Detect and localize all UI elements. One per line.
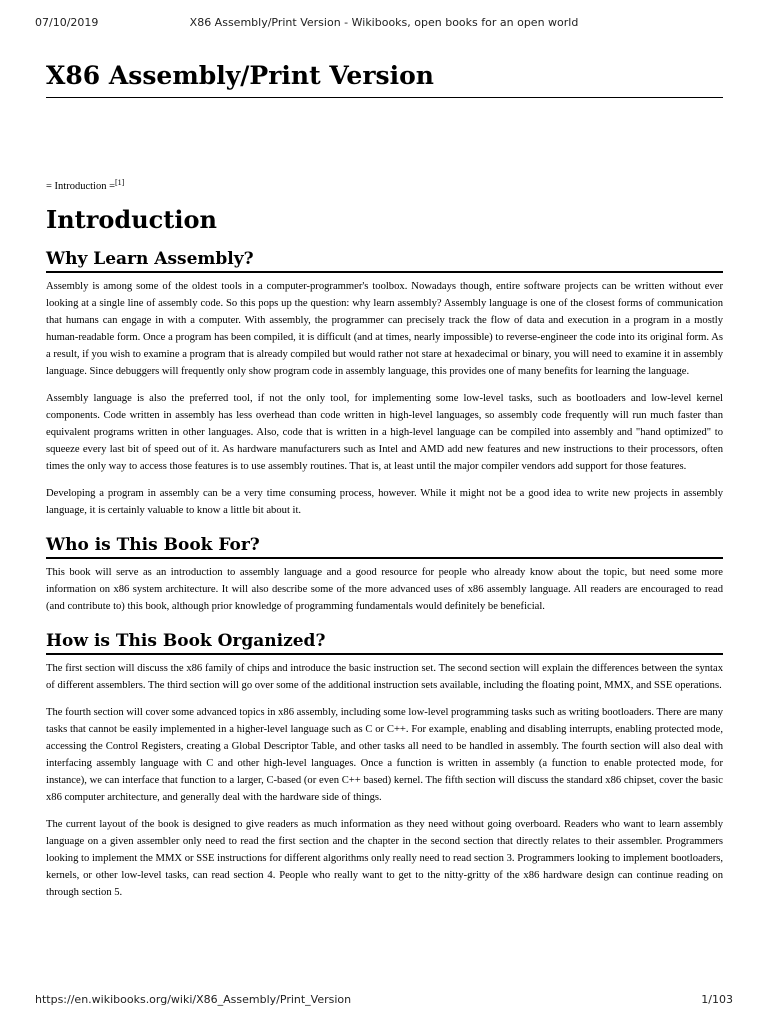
article-content (46, 58, 723, 901)
paragraph: The current layout of the book is designed to give readers as much information as they need without going overboard. Readers who want to learn assembly language on a given assembler only need to read the first section and the chapter in the second section that directly relates to their assembler. Programmers looking to implement the MMX or SSE instructions for different algorithms only really need to read section 3. Programmers looking to implement bootloaders, kernels, or other low-level tasks, can read section 4. People who really want to get to the nitty-gritty of the x86 hardware design can continue reading on through section 5. (46, 819, 723, 898)
intro-reference (115, 178, 124, 187)
intro-line-text: = Introduction = (46, 181, 115, 192)
print-date: 07/10/2019 (35, 16, 99, 29)
paragraph: The first section will discuss the x86 family of chips and introduce the basic instruction set. The second section will explain the differences between the syntax of different assemblers. The third section will go over some of the additional instruction sets available, including the floating point, MMX, and SSE operations. (46, 663, 723, 691)
heading-how-is-this-book-organized: How is This Book Organized? (46, 630, 723, 655)
paragraph: The fourth section will cover some advanced topics in x86 assembly, including some low-level programming tasks such as writing bootloaders. There are many tasks that cannot be easily implemented in a higher-level language such as C or C++. For example, enabling and disabling interrupts, enabling protected mode, accessing the Control Registers, creating a Global Descriptor Table, and other tasks all need to be handled in assembly. The fourth section will also deal with interfacing assembly language with C and other high-level languages. Once a function is written in assembly (a function to enable protected mode, for instance), we can interface that function to a larger, C-based (or even C++ based) kernel. The fifth section will discuss the standard x86 chipset, cover the basic x86 computer architecture, and generally deal with the hardware side of things. (46, 707, 723, 803)
print-header (35, 16, 733, 32)
intro-line (46, 176, 723, 190)
section-heading-introduction: Introduction (46, 205, 217, 234)
paragraph: This book will serve as an introduction to assembly language and a good resource for people who already know about the topic, but need some more information on x86 system architecture. It will also describe some of the more advanced uses of x86 assembly language. All readers are encouraged to read (and contribute to) this book, although prior knowledge of programming fundamentals would definitely be beneficial. (46, 567, 723, 612)
print-url: https://en.wikibooks.org/wiki/X86_Assembly/Print_Version (35, 993, 352, 1006)
reference-link[interactable]: [1] (115, 178, 125, 187)
heading-why-learn-assembly: Why Learn Assembly? (46, 248, 723, 273)
paragraph: Developing a program in assembly can be a very time consuming process, however. While it might not be a good idea to write new projects in assembly language, it is certainly valuable to know a little bit about it. (46, 488, 723, 516)
page-number: 1/103 (701, 993, 733, 1006)
page-title: X86 Assembly/Print Version (46, 58, 723, 98)
print-footer (35, 993, 733, 1009)
paragraph: Assembly is among some of the oldest tools in a computer-programmer's toolbox. Nowadays though, entire software projects can be written without ever looking at a single line of assembly code. So this pops up the question: why learn assembly? Assembly language is one of the closest forms of communication that humans can engage in with a computer. With assembly, the programmer can precisely track the flow of data and execution in a program in a mostly human-readable form. Once a program has been compiled, it is difficult (and at times, nearly impossible) to reverse-engineer the code into its original form. As a result, if you wish to examine a program that is already compiled but would rather not stare at hexadecimal or binary, you will need to examine it in assembly language. Since debuggers will frequently only show program code in assembly language, this provides one of many benefits for learning the language. (46, 281, 723, 377)
heading-who-is-this-book-for: Who is This Book For? (46, 534, 723, 559)
paragraph: Assembly language is also the preferred tool, if not the only tool, for implementing some low-level tasks, such as bootloaders and low-level kernel components. Code written in assembly has less overhead than code written in high-level languages, so assembly code frequently will run much faster than equivalent programs written in other languages. Also, code that is written in a high-level language can be compiled into assembly and "hand optimized" to squeeze every last bit of speed out of it. As hardware manufacturers such as Intel and AMD add new features and new instructions to their processors, often times the only way to access those features is to use assembly routines. That is, at least until the major compiler vendors add support for those features. (46, 393, 723, 472)
print-page-title: X86 Assembly/Print Version - Wikibooks, open books for an open world (189, 16, 579, 29)
